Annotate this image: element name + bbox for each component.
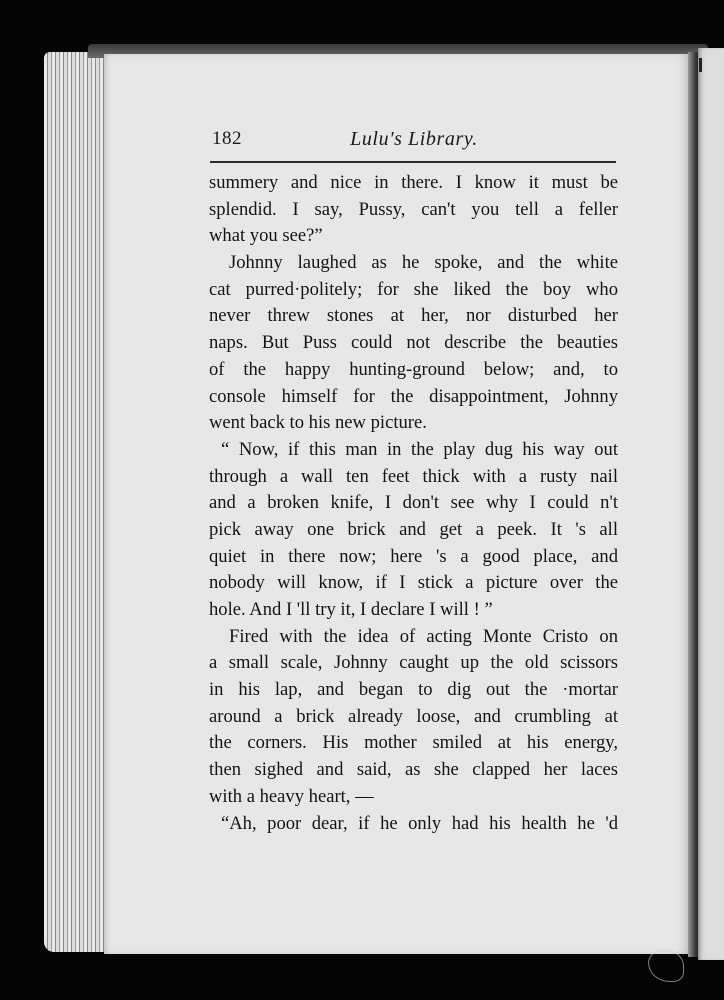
text-line: went back to his new picture. <box>209 412 427 434</box>
text-line: around a brick already loose, and crumbling at <box>209 705 618 727</box>
text-line: Johnny laughed as he spoke, and the white <box>229 252 618 274</box>
text-line: with a heavy heart, — <box>209 785 374 807</box>
text-line: naps. But Puss could not describe the beauties <box>209 332 618 354</box>
text-line: through a wall ten feet thick with a rusty nail <box>209 465 618 487</box>
text-line: cat purred·politely; for she liked the boy who <box>209 278 618 300</box>
text-line: and a broken knife, I don't see why I could n't <box>209 492 618 514</box>
header-rule <box>210 161 616 163</box>
book-title: Lulu's Library. <box>350 128 478 150</box>
facing-page-edge <box>698 48 724 960</box>
text-line: hole. And I 'll try it, I declare I will ! ” <box>209 599 493 620</box>
page-number: 182 <box>212 128 242 149</box>
text-line: of the happy hunting-ground below; and, to <box>209 358 618 380</box>
text-line: never threw stones at her, nor disturbed her <box>209 305 618 327</box>
text-line: a small scale, Johnny caught up the old scissors <box>209 652 618 674</box>
text-line: console himself for the disappointment, Johnny <box>209 385 618 407</box>
text-line: nobody will know, if I stick a picture over the <box>209 572 618 594</box>
text-line: the corners. His mother smiled at his energy, <box>209 732 618 754</box>
text-line: what you see?” <box>209 225 323 247</box>
text-line: pick away one brick and get a peek. It 's all <box>209 518 618 540</box>
text-line: quiet in there now; here 's a good place, and <box>209 545 618 567</box>
text-line: in his lap, and began to dig out the ·mortar <box>209 679 618 701</box>
text-line: splendid. I say, Pussy, can't you tell a feller <box>209 198 618 220</box>
running-head <box>212 128 616 154</box>
text-line: Fired with the idea of acting Monte Cristo on <box>229 625 618 647</box>
text-line: then sighed and said, as she clapped her laces <box>209 759 618 781</box>
text-line: summery and nice in there. I know it must be <box>209 172 618 193</box>
text-line: “Ah, poor dear, if he only had his health he 'd <box>221 812 618 834</box>
text-line: “ Now, if this man in the play dug his way out <box>221 438 618 460</box>
paper-mark <box>648 950 684 982</box>
body-text <box>209 170 618 837</box>
facing-page-mark <box>699 58 702 72</box>
page-edges <box>44 52 108 952</box>
